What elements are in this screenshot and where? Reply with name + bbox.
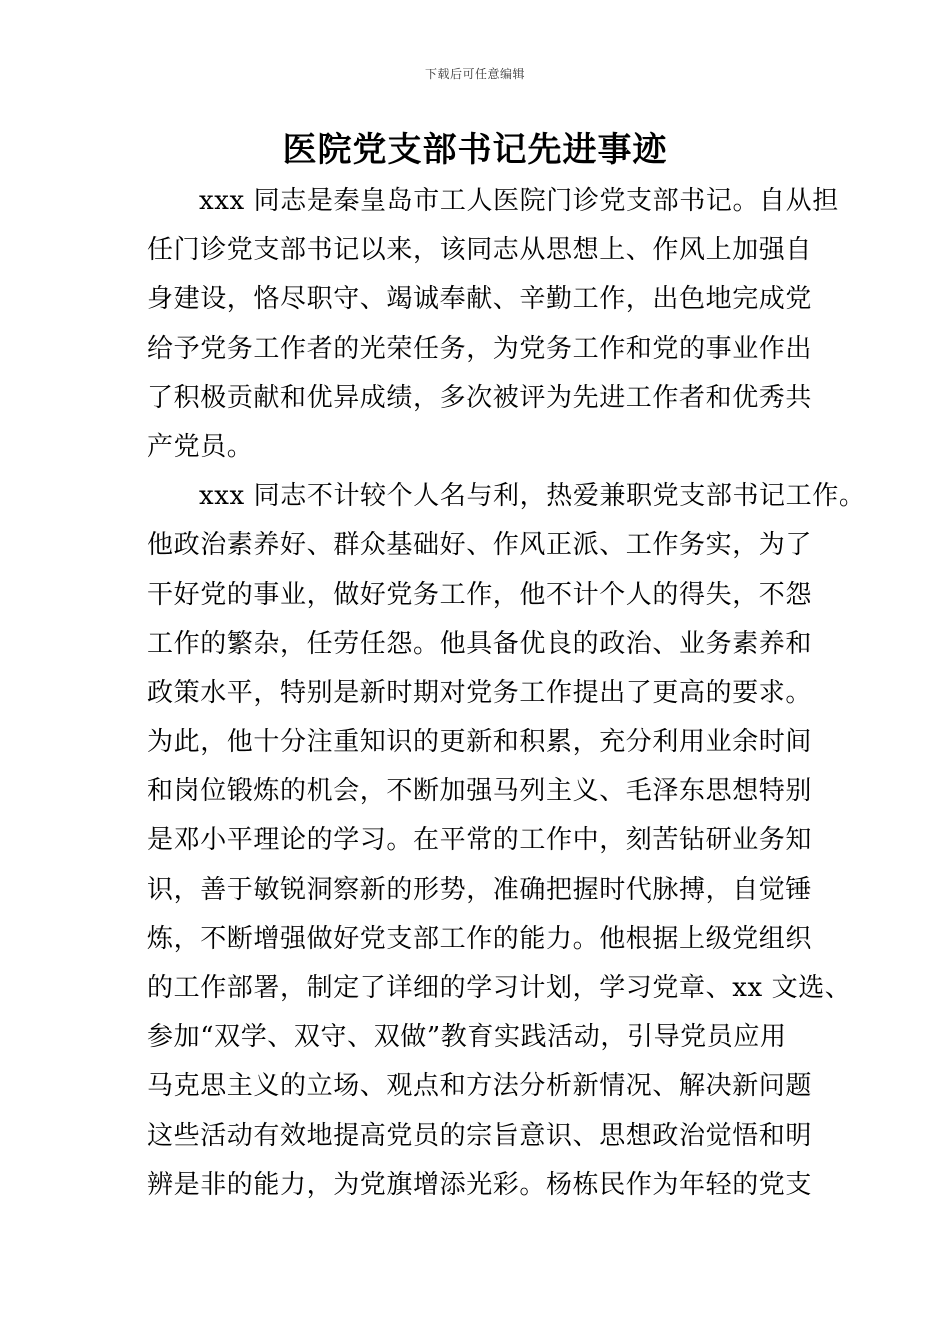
paragraph-line: 辨是非的能力，为党旗增添光彩。杨栋民作为年轻的党支 (147, 1169, 813, 1200)
header-note: 下载后可任意编辑 (424, 67, 525, 81)
paragraph-line: 他政治素养好、群众基础好、作风正派、工作务实，为了 (147, 530, 813, 561)
paragraph-line: 给予党务工作者的光荣任务，为党务工作和党的事业作出 (147, 333, 813, 364)
paragraph-line: 工作的繁杂，任劳任怨。他具备优良的政治、业务素养和 (147, 628, 813, 659)
paragraph-line: 和岗位锻炼的机会，不断加强马列主义、毛泽东思想特别 (147, 776, 813, 807)
paragraph-line: 这些活动有效地提高党员的宗旨意识、思想政治觉悟和明 (147, 1120, 813, 1151)
paragraph-line: xxx 同志不计较个人名与利，热爱兼职党支部书记工作。 (199, 481, 866, 512)
paragraph-line: 政策水平，特别是新时期对党务工作提出了更高的要求。 (147, 677, 813, 708)
paragraph-line: 任门诊党支部书记以来，该同志从思想上、作风上加强自 (147, 235, 813, 266)
paragraph-line: 的工作部署，制定了详细的学习计划，学习党章、xx 文选、 (147, 973, 852, 1003)
paragraph-line: 马克思主义的立场、观点和方法分析新情况、解决新问题 (147, 1071, 813, 1102)
paragraph-line: 了积极贡献和优异成绩，多次被评为先进工作者和优秀共 (147, 382, 813, 413)
paragraph-line: 身建设，恪尽职守、竭诚奉献、辛勤工作，出色地完成党 (147, 284, 813, 315)
paragraph-line: 参加“双学、双守、双做”教育实践活动，引导党员应用 (147, 1022, 787, 1053)
paragraph-line: 是邓小平理论的学习。在平常的工作中，刻苦钻研业务知 (147, 825, 813, 856)
paragraph-line: xxx 同志是秦皇岛市工人医院门诊党支部书记。自从担 (199, 186, 839, 216)
document-body (147, 177, 866, 1210)
paragraph-line: 干好党的事业，做好党务工作，他不计个人的得失，不怨 (147, 579, 813, 610)
document-title: 医院党支部书记先进事迹 (282, 130, 668, 170)
paragraph-line: 炼，不断增强做好党支部工作的能力。他根据上级党组织 (147, 923, 813, 954)
paragraph-line: 产党员。 (147, 431, 254, 462)
paragraph-line: 识，善于敏锐洞察新的形势，准确把握时代脉搏，自觉锤 (147, 874, 813, 905)
paragraph-line: 为此，他十分注重知识的更新和积累，充分利用业余时间 (147, 727, 813, 758)
